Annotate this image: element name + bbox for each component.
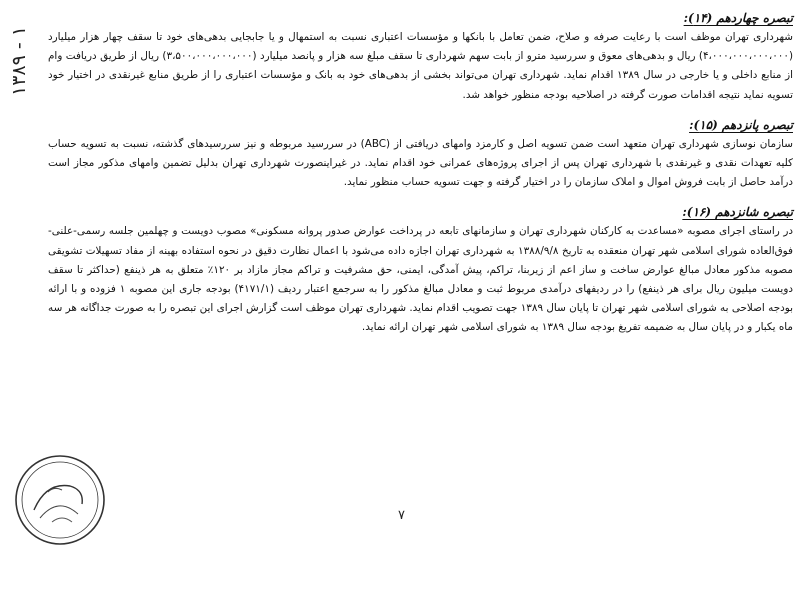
note-15 xyxy=(48,117,793,193)
document-body xyxy=(48,10,793,350)
note-heading: تبصره شانزدهم (۱۶): xyxy=(682,205,793,220)
side-page-reference: ۱۳۸۹ - ۱ xyxy=(8,26,30,96)
council-seal-stamp xyxy=(12,452,108,548)
note-paragraph: شهرداری تهران موظف است با رعایت صرفه و صلاح، ضمن تعامل با بانکها و مؤسسات اعتباری نسبت به استمهال و یا جابجایی بدهی‌های خود تا سقف چهار هزار میلیارد (۴،۰۰۰،۰۰۰،۰۰۰،۰۰۰) ریال و بدهی‌های معوق و سررسید مترو از بابت سهم شهرداری تا سقف مبلغ سه هزار و پانصد میلیارد (۳،۵۰۰،۰۰۰،۰۰۰،۰۰۰) ریال از طریق دریافت وام از منابع داخلی و یا خارجی در سال ۱۳۸۹ اقدام نماید. شهرداری تهران می‌تواند بخشی از بدهی‌های خود به بانک و مؤسسات اعتباری را از طریق منابع غیرنقدی در اختیار خود تسویه نماید نتیجه اقدامات صورت گرفته در اصلاحیه بودجه منظور خواهد شد. xyxy=(48,31,793,101)
page-number: ۷ xyxy=(398,508,405,523)
note-heading: تبصره پانزدهم (۱۵): xyxy=(689,117,793,132)
note-paragraph: در راستای اجرای مصوبه «مساعدت به کارکنان شهرداری تهران و سازمانهای تابعه در پرداخت عوارض صدور پروانه مسکونی» مصوب دویست و چهلمین جلسه رسمی-علنی-فوق‌العاده شورای اسلامی شهر تهران منعقده به تاریخ ۱۳۸۸/۹/۸ به شهرداری تهران اجازه داده می‌شود با اعمال نظارت دقیق در نحوه استفاده بهینه از مفاد تسهیلات تشویقی مصوبه مذکور معادل مبالغ عوارض ساخت و ساز اعم از زیربنا، تراکم، پیش آمدگی، ایمنی، حق مشرفیت و تراکم مجاز مازاد بر ۱۲۰٪ متعلق به هر ذینفع (حداکثر تا سقف دویست میلیون ریال برای هر ذینفع) را در ردیفهای درآمدی مربوط ثبت و معادل مبالغ مذکور را به سرجمع اعتبار ردیف (۴۱۷۱/۱) بودجه جاری این مصوبه ۱ فزوده و با ارائه بودجه اصلاحی به شورای اسلامی شهر تهران تا پایان سال ۱۳۸۹ جهت تصویب اقدام نماید. شهرداری تهران موظف است گزارش اجرای این تبصره را به صورت جداگانه هر سه ماه یکبار و در پایان سال به ضمیمه تفریغ بودجه سال ۱۳۸۹ به شورای اسلامی شهر تهران ارائه نماید. xyxy=(48,225,794,334)
note-16 xyxy=(48,204,793,337)
note-heading: تبصره چهاردهم (۱۴): xyxy=(683,11,793,25)
note-14 xyxy=(48,10,793,105)
note-paragraph: سازمان نوسازی شهرداری تهران متعهد است ضمن تسویه اصل و کارمزد وامهای دریافتی از (ABC) در سررسید مربوطه و نیز سررسیدهای گذشته، نسبت به تسویه حساب کلیه تعهدات نقدی و غیرنقدی با شهرداری تهران پس از اجرای پروژه‌های عمرانی خود اقدام نماید. در غیراینصورت شهرداری تهران بدلیل تضمین وامهای مذکور مجاز است درآمد حاصل از بابت فروش اموال و املاک سازمان را در اختیار گرفته و جهت تسویه حساب منظور نماید. xyxy=(48,137,793,189)
